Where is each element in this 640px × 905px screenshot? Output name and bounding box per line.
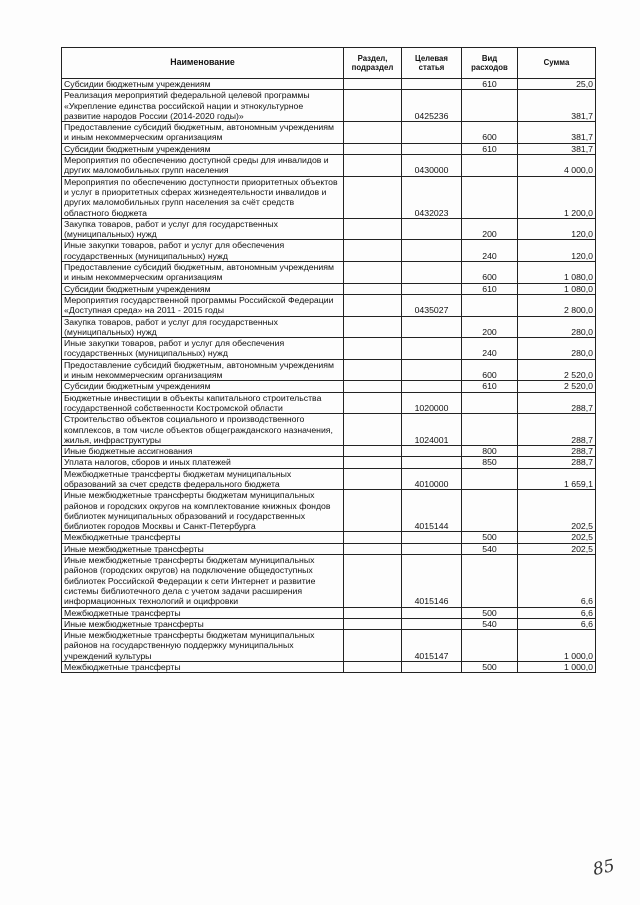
- table-row: [62, 155, 596, 177]
- row-type: 610: [462, 381, 518, 392]
- row-target: [402, 457, 462, 468]
- row-target: 4015147: [402, 630, 462, 662]
- row-type: 610: [462, 143, 518, 154]
- row-type: [462, 490, 518, 532]
- row-name: Иные закупки товаров, работ и услуг для обеспечения государственных (муниципальных) нужд: [62, 240, 344, 262]
- row-name: Предоставление субсидий бюджетным, автономным учреждениям и иным некоммерческим организациям: [62, 262, 344, 284]
- row-type: 200: [462, 316, 518, 338]
- row-amount: 6,6: [518, 607, 596, 618]
- row-amount: 2 520,0: [518, 381, 596, 392]
- table-row: [62, 381, 596, 392]
- row-amount: 288,7: [518, 457, 596, 468]
- row-amount: 202,5: [518, 490, 596, 532]
- row-type: 500: [462, 532, 518, 543]
- row-amount: 288,7: [518, 392, 596, 414]
- table-row: [62, 618, 596, 629]
- row-name: Мероприятия по обеспечению доступности приоритетных объектов и услуг в приоритетных сферах жизнедеятельности инвалидов и других маломобильных групп населения за счёт средств областного бюджета: [62, 176, 344, 218]
- table-row: [62, 176, 596, 218]
- row-target: [402, 607, 462, 618]
- table-row: [62, 90, 596, 122]
- row-type: [462, 155, 518, 177]
- row-target: [402, 316, 462, 338]
- row-section: [344, 543, 402, 554]
- row-name: Межбюджетные трансферты: [62, 662, 344, 673]
- table-row: [62, 457, 596, 468]
- row-type: 600: [462, 262, 518, 284]
- row-section: [344, 457, 402, 468]
- row-amount: 1 000,0: [518, 630, 596, 662]
- row-section: [344, 392, 402, 414]
- table-row: [62, 630, 596, 662]
- header-name: Наименование: [62, 48, 344, 79]
- header-target: Целевая статья: [402, 48, 462, 79]
- row-type: [462, 392, 518, 414]
- table-row: [62, 262, 596, 284]
- table-row: [62, 532, 596, 543]
- row-name: Иные межбюджетные трансферты бюджетам муниципальных районов на государственную поддержку муниципальных учреждений культуры: [62, 630, 344, 662]
- row-target: [402, 218, 462, 240]
- row-target: [402, 359, 462, 381]
- row-name: Бюджетные инвестиции в объекты капитального строительства государственной собственности Костромской области: [62, 392, 344, 414]
- row-target: 4015144: [402, 490, 462, 532]
- row-section: [344, 338, 402, 360]
- row-amount: 120,0: [518, 240, 596, 262]
- row-amount: 1 080,0: [518, 262, 596, 284]
- row-target: 1024001: [402, 414, 462, 446]
- table-row: [62, 122, 596, 144]
- row-type: [462, 294, 518, 316]
- row-type: 610: [462, 283, 518, 294]
- row-section: [344, 446, 402, 457]
- row-type: 600: [462, 122, 518, 144]
- row-section: [344, 532, 402, 543]
- row-section: [344, 468, 402, 490]
- row-amount: 381,7: [518, 122, 596, 144]
- table-row: [62, 490, 596, 532]
- row-amount: 2 520,0: [518, 359, 596, 381]
- row-type: [462, 555, 518, 607]
- row-name: Субсидии бюджетным учреждениям: [62, 79, 344, 90]
- row-type: 240: [462, 338, 518, 360]
- row-name: Иные межбюджетные трансферты: [62, 618, 344, 629]
- row-amount: 1 000,0: [518, 662, 596, 673]
- row-type: 540: [462, 543, 518, 554]
- row-target: [402, 338, 462, 360]
- row-type: 610: [462, 79, 518, 90]
- row-type: 240: [462, 240, 518, 262]
- row-type: 200: [462, 218, 518, 240]
- table-row: [62, 359, 596, 381]
- row-type: 800: [462, 446, 518, 457]
- row-name: Предоставление субсидий бюджетным, автономным учреждениям и иным некоммерческим организациям: [62, 122, 344, 144]
- row-section: [344, 143, 402, 154]
- row-target: [402, 122, 462, 144]
- row-amount: 2 800,0: [518, 294, 596, 316]
- header-type: Вид расходов: [462, 48, 518, 79]
- row-target: 1020000: [402, 392, 462, 414]
- row-amount: 202,5: [518, 532, 596, 543]
- table-row: [62, 218, 596, 240]
- row-section: [344, 90, 402, 122]
- row-target: [402, 283, 462, 294]
- table-row: [62, 240, 596, 262]
- row-section: [344, 490, 402, 532]
- row-amount: 6,6: [518, 618, 596, 629]
- row-amount: 280,0: [518, 316, 596, 338]
- row-name: Реализация мероприятий федеральной целевой программы «Укрепление единства российской нации и этнокультурное развитие народов России (2014-2020 годы)»: [62, 90, 344, 122]
- row-target: 0432023: [402, 176, 462, 218]
- table-row: [62, 79, 596, 90]
- row-type: 500: [462, 662, 518, 673]
- row-type: [462, 90, 518, 122]
- row-amount: 4 000,0: [518, 155, 596, 177]
- row-section: [344, 262, 402, 284]
- table-row: [62, 543, 596, 554]
- row-amount: 1 200,0: [518, 176, 596, 218]
- row-name: Предоставление субсидий бюджетным, автономным учреждениям и иным некоммерческим организациям: [62, 359, 344, 381]
- row-type: 600: [462, 359, 518, 381]
- header-amount: Сумма: [518, 48, 596, 79]
- row-section: [344, 155, 402, 177]
- row-amount: 25,0: [518, 79, 596, 90]
- row-name: Субсидии бюджетным учреждениям: [62, 381, 344, 392]
- row-amount: 381,7: [518, 90, 596, 122]
- table-header-row: [62, 48, 596, 79]
- row-section: [344, 316, 402, 338]
- row-amount: 280,0: [518, 338, 596, 360]
- row-target: 0430000: [402, 155, 462, 177]
- table-row: [62, 338, 596, 360]
- budget-table: [61, 47, 596, 673]
- row-target: [402, 240, 462, 262]
- row-name: Субсидии бюджетным учреждениям: [62, 283, 344, 294]
- row-target: [402, 381, 462, 392]
- row-section: [344, 240, 402, 262]
- row-section: [344, 414, 402, 446]
- table-row: [62, 283, 596, 294]
- row-name: Строительство объектов социального и производственного комплексов, в том числе объектов общегражданского назначения, жилья, инфраструктуры: [62, 414, 344, 446]
- row-target: [402, 532, 462, 543]
- row-target: [402, 618, 462, 629]
- row-section: [344, 79, 402, 90]
- table-row: [62, 316, 596, 338]
- row-name: Мероприятия государственной программы Российской Федерации «Доступная среда» на 2011 - 2015 годы: [62, 294, 344, 316]
- table-row: [62, 555, 596, 607]
- row-section: [344, 218, 402, 240]
- row-name: Уплата налогов, сборов и иных платежей: [62, 457, 344, 468]
- row-amount: 1 659,1: [518, 468, 596, 490]
- table-row: [62, 607, 596, 618]
- table-row: [62, 294, 596, 316]
- row-type: 540: [462, 618, 518, 629]
- row-target: [402, 262, 462, 284]
- table-row: [62, 392, 596, 414]
- header-section: Раздел, подраздел: [344, 48, 402, 79]
- row-name: Межбюджетные трансферты: [62, 607, 344, 618]
- row-name: Мероприятия по обеспечению доступной среды для инвалидов и других маломобильных групп населения: [62, 155, 344, 177]
- row-target: [402, 662, 462, 673]
- row-name: Субсидии бюджетным учреждениям: [62, 143, 344, 154]
- row-section: [344, 122, 402, 144]
- row-target: 0425236: [402, 90, 462, 122]
- row-name: Иные межбюджетные трансферты бюджетам муниципальных районов и городских округов на комплектование книжных фондов библиотек муниципальных образований и государственных библиотек городов Москвы и Санкт-Петербурга: [62, 490, 344, 532]
- table-row: [62, 446, 596, 457]
- table-row: [62, 662, 596, 673]
- row-section: [344, 176, 402, 218]
- row-section: [344, 294, 402, 316]
- row-type: [462, 468, 518, 490]
- row-section: [344, 555, 402, 607]
- row-type: [462, 176, 518, 218]
- row-section: [344, 607, 402, 618]
- row-section: [344, 618, 402, 629]
- row-amount: 6,6: [518, 555, 596, 607]
- row-target: [402, 543, 462, 554]
- row-section: [344, 630, 402, 662]
- row-section: [344, 359, 402, 381]
- table-row: [62, 143, 596, 154]
- row-name: Закупка товаров, работ и услуг для государственных (муниципальных) нужд: [62, 316, 344, 338]
- row-section: [344, 662, 402, 673]
- table-row: [62, 414, 596, 446]
- handwritten-page-number: 85: [591, 855, 617, 881]
- row-type: 500: [462, 607, 518, 618]
- row-type: [462, 414, 518, 446]
- row-amount: 381,7: [518, 143, 596, 154]
- table-row: [62, 468, 596, 490]
- row-amount: 1 080,0: [518, 283, 596, 294]
- row-target: 0435027: [402, 294, 462, 316]
- row-name: Иные межбюджетные трансферты бюджетам муниципальных районов (городских округов) на подключение общедоступных библиотек Российской Федерации к сети Интернет и развитие системы библиотечного дела с учетом задачи расширения информационных технологий и оцифровки: [62, 555, 344, 607]
- row-name: Иные бюджетные ассигнования: [62, 446, 344, 457]
- row-type: [462, 630, 518, 662]
- row-name: Иные межбюджетные трансферты: [62, 543, 344, 554]
- row-amount: 202,5: [518, 543, 596, 554]
- row-name: Межбюджетные трансферты: [62, 532, 344, 543]
- row-section: [344, 283, 402, 294]
- row-target: 4010000: [402, 468, 462, 490]
- row-target: [402, 446, 462, 457]
- row-section: [344, 381, 402, 392]
- table-body: [62, 79, 596, 673]
- row-name: Закупка товаров, работ и услуг для государственных (муниципальных) нужд: [62, 218, 344, 240]
- row-target: 4015146: [402, 555, 462, 607]
- row-name: Иные закупки товаров, работ и услуг для обеспечения государственных (муниципальных) нужд: [62, 338, 344, 360]
- row-amount: 288,7: [518, 446, 596, 457]
- row-type: 850: [462, 457, 518, 468]
- row-name: Межбюджетные трансферты бюджетам муниципальных образований за счет средств федерального бюджета: [62, 468, 344, 490]
- row-amount: 288,7: [518, 414, 596, 446]
- row-target: [402, 143, 462, 154]
- row-amount: 120,0: [518, 218, 596, 240]
- row-target: [402, 79, 462, 90]
